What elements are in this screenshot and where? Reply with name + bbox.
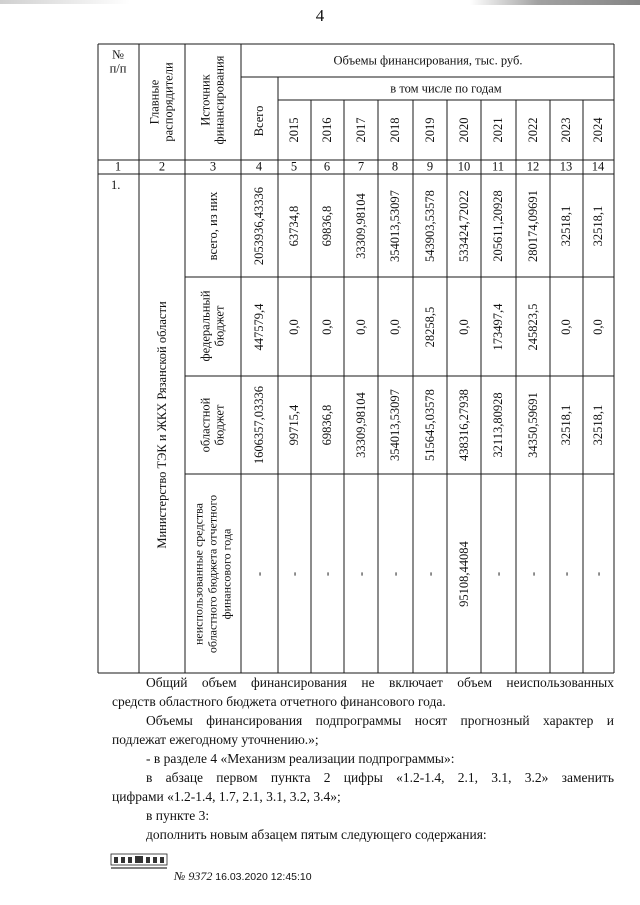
header-total: Всего xyxy=(251,105,266,137)
value-cell: 34350,59691 xyxy=(525,392,540,458)
value-cell: 32518,1 xyxy=(558,404,573,446)
value-cell: 354013,53097 xyxy=(387,389,402,461)
value-cell: 0,0 xyxy=(319,318,334,335)
paragraph-line: - в разделе 4 «Механизм реализации подпрограммы»: xyxy=(146,751,455,766)
header-volumes: Объемы финансирования, тыс. руб. xyxy=(333,53,523,68)
document-timestamp: 16.03.2020 12:45:10 xyxy=(215,871,312,883)
value-cell: 32113,80928 xyxy=(490,392,505,458)
value-cell: 1606357,03336 xyxy=(251,385,266,465)
value-cell: 69836,8 xyxy=(319,205,334,246)
header-year: 2019 xyxy=(422,117,437,143)
value-cell: 63734,8 xyxy=(286,205,301,246)
value-cell: - xyxy=(286,571,301,576)
source-label: федеральный бюджет xyxy=(198,290,227,362)
value-cell: 543903,53578 xyxy=(422,189,437,262)
col-number: 5 xyxy=(290,159,298,174)
value-cell: - xyxy=(525,571,540,576)
value-cell: 69836,8 xyxy=(319,404,334,446)
col-number: 1 xyxy=(114,159,122,174)
value-cell: 354013,53097 xyxy=(387,189,402,262)
header-year: 2021 xyxy=(490,117,505,143)
value-cell: - xyxy=(251,571,266,576)
value-cell: 173497,4 xyxy=(490,303,505,350)
value-cell: - xyxy=(387,571,402,576)
paragraph-line: в пункте 3: xyxy=(146,808,210,823)
header-year: 2024 xyxy=(590,117,605,143)
paragraph-line: дополнить новым абзацем пятым следующего содержания: xyxy=(146,827,487,842)
value-cell: 205611,20928 xyxy=(490,189,505,262)
col-number: 2 xyxy=(158,159,166,174)
header-managers: Главные распорядители xyxy=(147,62,176,142)
value-cell: 2053936,43336 xyxy=(251,186,266,265)
col-number: 4 xyxy=(255,159,263,174)
col-number: 8 xyxy=(391,159,399,174)
value-cell: 0,0 xyxy=(286,318,301,335)
header-source: Источник финансирования xyxy=(198,55,227,145)
value-cell: 438316,27938 xyxy=(456,389,471,461)
value-cell: 0,0 xyxy=(353,318,368,335)
header-year: 2017 xyxy=(353,117,368,143)
paragraph-line: Общий объем финансирования не включает объем неиспользованных xyxy=(146,675,614,690)
page-number: 4 xyxy=(315,6,325,25)
paragraph-line: в абзаце первом пункта 2 цифры «1.2-1.4, 2.1, 3.1, 3.2» заменить xyxy=(146,770,614,785)
header-year: 2016 xyxy=(319,117,334,143)
value-cell: 0,0 xyxy=(590,318,605,335)
value-cell: 95108,44084 xyxy=(456,540,471,607)
value-cell: 245823,5 xyxy=(525,303,540,350)
value-cell: 32518,1 xyxy=(558,205,573,246)
value-cell: 32518,1 xyxy=(590,205,605,246)
value-cell: 0,0 xyxy=(558,318,573,335)
col-number: 13 xyxy=(559,159,573,174)
col-number: 11 xyxy=(491,159,505,174)
header-num: № п/п xyxy=(109,47,127,76)
col-number: 3 xyxy=(209,159,217,174)
header-year: 2018 xyxy=(387,117,402,143)
value-cell: - xyxy=(590,571,605,576)
body-text xyxy=(112,673,614,844)
paragraph-line: средств областного бюджета отчетного финансового года. xyxy=(112,694,446,709)
value-cell: - xyxy=(422,571,437,576)
value-cell: 515645,03578 xyxy=(422,389,437,461)
col-number: 14 xyxy=(591,159,605,174)
value-cell: - xyxy=(353,571,368,576)
header-year: 2015 xyxy=(286,117,301,143)
document-number: № 9372 xyxy=(174,869,213,883)
header-by-years: в том числе по годам xyxy=(390,81,502,96)
value-cell: 447579,4 xyxy=(251,303,266,350)
header-year: 2022 xyxy=(525,117,540,143)
value-cell: 533424,72022 xyxy=(456,189,471,262)
value-cell: 0,0 xyxy=(387,318,402,335)
registry-stamp-logo xyxy=(110,851,168,871)
value-cell: 280174,09691 xyxy=(525,189,540,262)
value-cell: 33309,98104 xyxy=(353,392,368,458)
value-cell: 0,0 xyxy=(456,318,471,335)
document-footer xyxy=(174,869,312,884)
value-cell: 33309,98104 xyxy=(353,192,368,259)
paragraph-line: Объемы финансирования подпрограммы носят прогнозный характер и xyxy=(146,713,614,728)
value-cell: 28258,5 xyxy=(422,306,437,347)
col-number: 12 xyxy=(526,159,540,174)
col-number: 10 xyxy=(457,159,471,174)
header-year: 2023 xyxy=(558,117,573,143)
source-label: всего, из них xyxy=(205,191,220,261)
value-cell: - xyxy=(319,571,334,576)
value-cell: - xyxy=(558,571,573,576)
col-number: 7 xyxy=(357,159,365,174)
col-number: 6 xyxy=(323,159,331,174)
source-label: областной бюджет xyxy=(198,397,227,453)
paragraph-line: подлежат ежегодному уточнению.»; xyxy=(112,732,319,747)
value-cell: 99715,4 xyxy=(286,404,301,446)
value-cell: 32518,1 xyxy=(590,404,605,446)
value-cell: - xyxy=(490,571,505,576)
row-number: 1. xyxy=(111,178,121,192)
ministry-name: Министерство ТЭК и ЖКХ Рязанской области xyxy=(154,301,169,549)
paragraph-line: цифрами «1.2-1.4, 1.7, 2.1, 3.1, 3.2, 3.4»; xyxy=(112,789,341,804)
col-number: 9 xyxy=(426,159,434,174)
source-label: неиспользованные средства областного бюджета отчетного финансового года xyxy=(191,494,233,654)
header-year: 2020 xyxy=(456,117,471,143)
